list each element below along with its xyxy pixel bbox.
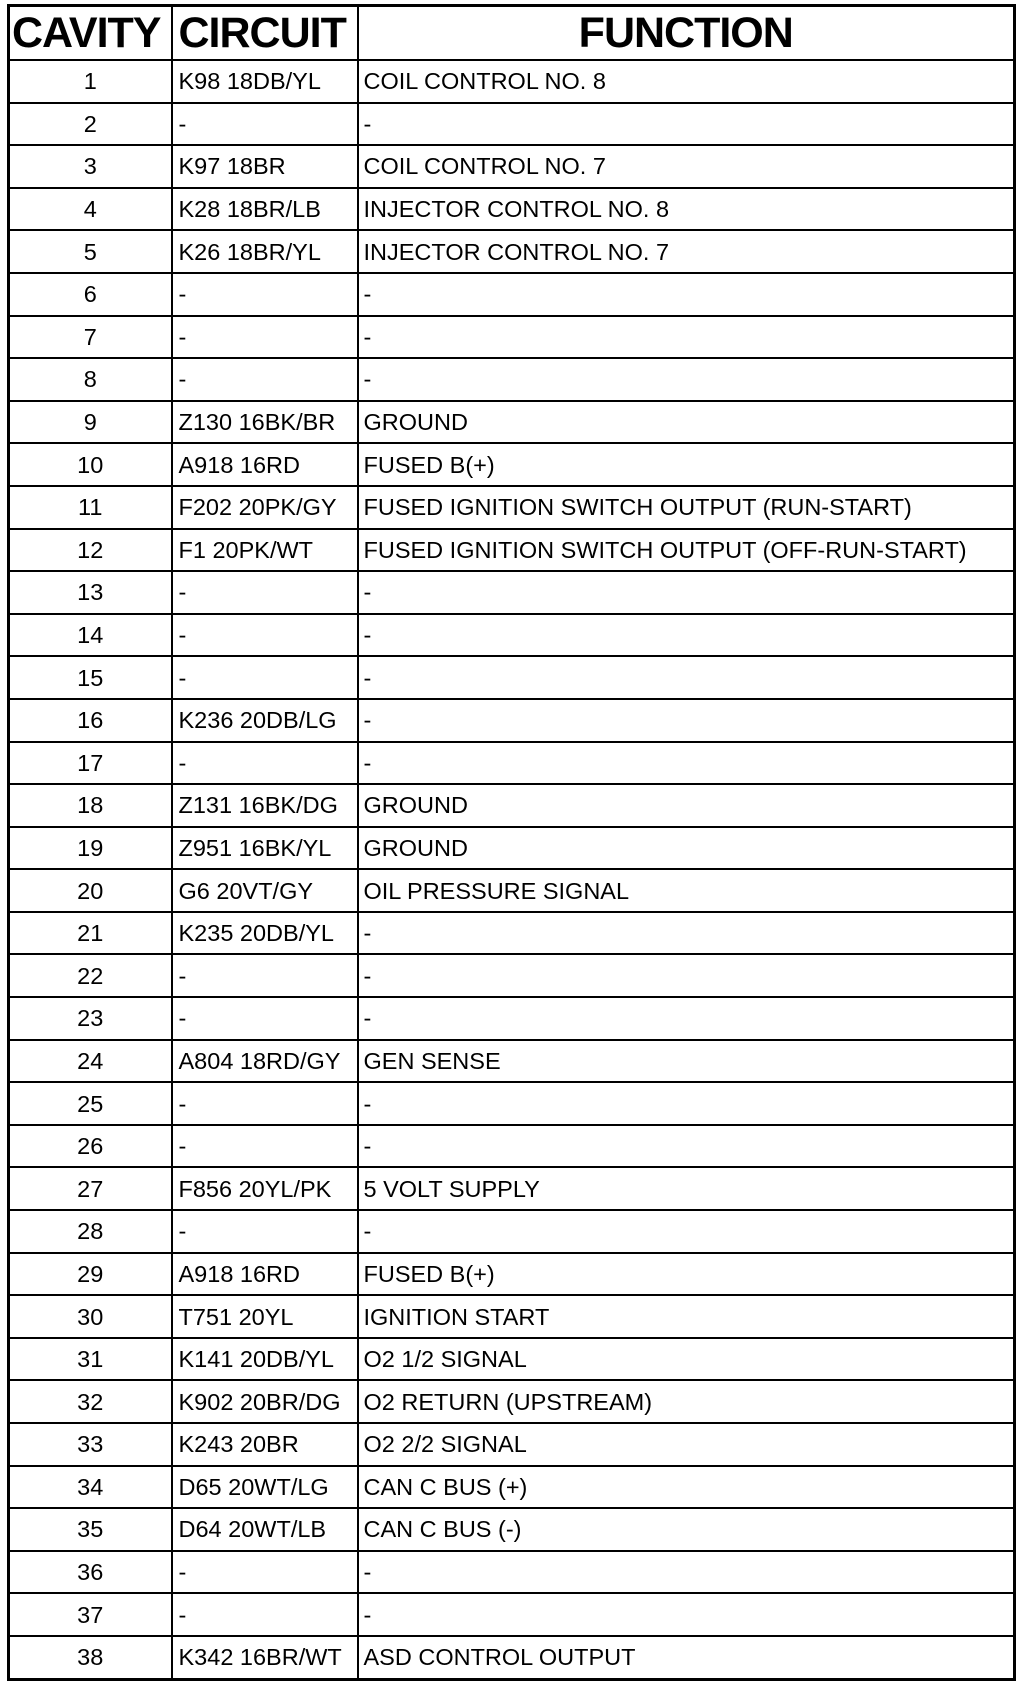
function-cell: O2 1/2 SIGNAL <box>358 1338 1015 1381</box>
function-cell: - <box>358 358 1015 401</box>
circuit-cell: A918 16RD <box>172 1253 358 1296</box>
circuit-cell: - <box>172 571 358 614</box>
cavity-cell: 7 <box>9 316 172 359</box>
table-row <box>9 401 1015 444</box>
table-row <box>9 1210 1015 1253</box>
table-row <box>9 912 1015 955</box>
cavity-cell: 14 <box>9 614 172 657</box>
circuit-cell: Z131 16BK/DG <box>172 784 358 827</box>
table-row <box>9 571 1015 614</box>
table-row <box>9 1380 1015 1423</box>
cavity-cell: 11 <box>9 486 172 529</box>
pin-rows <box>9 60 1015 1679</box>
cavity-cell: 17 <box>9 742 172 785</box>
cavity-cell: 30 <box>9 1295 172 1338</box>
cavity-cell: 2 <box>9 103 172 146</box>
circuit-cell: - <box>172 1593 358 1636</box>
function-cell: - <box>358 614 1015 657</box>
function-cell: O2 2/2 SIGNAL <box>358 1423 1015 1466</box>
table-row <box>9 1295 1015 1338</box>
circuit-cell: K26 18BR/YL <box>172 230 358 273</box>
function-cell: - <box>358 1210 1015 1253</box>
cavity-cell: 38 <box>9 1636 172 1679</box>
function-cell: CAN C BUS (-) <box>358 1508 1015 1551</box>
table-row <box>9 1551 1015 1594</box>
circuit-cell: F202 20PK/GY <box>172 486 358 529</box>
function-column-header: FUNCTION <box>358 6 1015 61</box>
circuit-cell: - <box>172 1082 358 1125</box>
table-row <box>9 145 1015 188</box>
function-cell: - <box>358 1082 1015 1125</box>
table-row <box>9 1125 1015 1168</box>
function-cell: - <box>358 571 1015 614</box>
cavity-cell: 36 <box>9 1551 172 1594</box>
circuit-cell: - <box>172 1210 358 1253</box>
cavity-cell: 20 <box>9 869 172 912</box>
table-row <box>9 443 1015 486</box>
table-row <box>9 699 1015 742</box>
cavity-cell: 4 <box>9 188 172 231</box>
table-row <box>9 486 1015 529</box>
function-cell: ASD CONTROL OUTPUT <box>358 1636 1015 1679</box>
function-cell: CAN C BUS (+) <box>358 1466 1015 1509</box>
function-cell: COIL CONTROL NO. 7 <box>358 145 1015 188</box>
function-cell: - <box>358 699 1015 742</box>
table-row <box>9 188 1015 231</box>
function-cell: - <box>358 912 1015 955</box>
circuit-cell: - <box>172 103 358 146</box>
table-row <box>9 60 1015 103</box>
function-cell: - <box>358 1551 1015 1594</box>
function-cell: COIL CONTROL NO. 8 <box>358 60 1015 103</box>
table-row <box>9 827 1015 870</box>
function-cell: - <box>358 742 1015 785</box>
function-cell: IGNITION START <box>358 1295 1015 1338</box>
function-cell: - <box>358 273 1015 316</box>
table-row <box>9 529 1015 572</box>
circuit-cell: - <box>172 614 358 657</box>
function-cell: O2 RETURN (UPSTREAM) <box>358 1380 1015 1423</box>
circuit-cell: - <box>172 742 358 785</box>
table-row <box>9 1593 1015 1636</box>
function-cell: - <box>358 997 1015 1040</box>
function-cell: - <box>358 1125 1015 1168</box>
circuit-cell: Z951 16BK/YL <box>172 827 358 870</box>
circuit-cell: K236 20DB/LG <box>172 699 358 742</box>
circuit-cell: K342 16BR/WT <box>172 1636 358 1679</box>
table-row <box>9 1253 1015 1296</box>
header-row <box>9 6 1015 61</box>
table-row <box>9 1466 1015 1509</box>
table-row <box>9 614 1015 657</box>
circuit-cell: Z130 16BK/BR <box>172 401 358 444</box>
cavity-cell: 16 <box>9 699 172 742</box>
circuit-cell: - <box>172 954 358 997</box>
circuit-cell: A918 16RD <box>172 443 358 486</box>
circuit-cell: K98 18DB/YL <box>172 60 358 103</box>
circuit-cell: K243 20BR <box>172 1423 358 1466</box>
cavity-cell: 25 <box>9 1082 172 1125</box>
circuit-cell: D65 20WT/LG <box>172 1466 358 1509</box>
circuit-cell: A804 18RD/GY <box>172 1040 358 1083</box>
table-row <box>9 1040 1015 1083</box>
function-cell: - <box>358 954 1015 997</box>
circuit-cell: - <box>172 1125 358 1168</box>
cavity-column-header: CAVITY <box>9 6 172 61</box>
table-row <box>9 954 1015 997</box>
table-row <box>9 1338 1015 1381</box>
cavity-cell: 24 <box>9 1040 172 1083</box>
circuit-column-header: CIRCUIT <box>172 6 358 61</box>
function-cell: INJECTOR CONTROL NO. 7 <box>358 230 1015 273</box>
table-row <box>9 1167 1015 1210</box>
circuit-cell: K28 18BR/LB <box>172 188 358 231</box>
table-row <box>9 316 1015 359</box>
circuit-cell: D64 20WT/LB <box>172 1508 358 1551</box>
circuit-cell: - <box>172 316 358 359</box>
circuit-cell: - <box>172 656 358 699</box>
cavity-cell: 12 <box>9 529 172 572</box>
table-row <box>9 656 1015 699</box>
table-row <box>9 1423 1015 1466</box>
cavity-cell: 32 <box>9 1380 172 1423</box>
function-cell: - <box>358 103 1015 146</box>
cavity-cell: 35 <box>9 1508 172 1551</box>
cavity-cell: 10 <box>9 443 172 486</box>
cavity-cell: 33 <box>9 1423 172 1466</box>
cavity-cell: 37 <box>9 1593 172 1636</box>
function-cell: GROUND <box>358 784 1015 827</box>
function-cell: FUSED B(+) <box>358 1253 1015 1296</box>
function-cell: GROUND <box>358 401 1015 444</box>
circuit-cell: - <box>172 1551 358 1594</box>
connector-pinout-table <box>7 4 1016 1681</box>
cavity-cell: 21 <box>9 912 172 955</box>
function-cell: GROUND <box>358 827 1015 870</box>
table-row <box>9 997 1015 1040</box>
circuit-cell: F856 20YL/PK <box>172 1167 358 1210</box>
cavity-cell: 5 <box>9 230 172 273</box>
function-cell: 5 VOLT SUPPLY <box>358 1167 1015 1210</box>
table-row <box>9 869 1015 912</box>
circuit-cell: F1 20PK/WT <box>172 529 358 572</box>
cavity-cell: 29 <box>9 1253 172 1296</box>
circuit-cell: K141 20DB/YL <box>172 1338 358 1381</box>
cavity-cell: 22 <box>9 954 172 997</box>
table-row <box>9 273 1015 316</box>
table-row <box>9 1636 1015 1679</box>
table-row <box>9 1082 1015 1125</box>
cavity-cell: 9 <box>9 401 172 444</box>
function-cell: OIL PRESSURE SIGNAL <box>358 869 1015 912</box>
cavity-cell: 31 <box>9 1338 172 1381</box>
circuit-cell: - <box>172 358 358 401</box>
cavity-cell: 6 <box>9 273 172 316</box>
cavity-cell: 8 <box>9 358 172 401</box>
table-row <box>9 103 1015 146</box>
cavity-cell: 34 <box>9 1466 172 1509</box>
cavity-cell: 3 <box>9 145 172 188</box>
table-row <box>9 742 1015 785</box>
cavity-cell: 27 <box>9 1167 172 1210</box>
function-cell: FUSED IGNITION SWITCH OUTPUT (RUN-START) <box>358 486 1015 529</box>
table-row <box>9 230 1015 273</box>
cavity-cell: 19 <box>9 827 172 870</box>
function-cell: - <box>358 316 1015 359</box>
cavity-cell: 23 <box>9 997 172 1040</box>
function-cell: FUSED B(+) <box>358 443 1015 486</box>
cavity-cell: 18 <box>9 784 172 827</box>
function-cell: - <box>358 656 1015 699</box>
circuit-cell: K902 20BR/DG <box>172 1380 358 1423</box>
function-cell: - <box>358 1593 1015 1636</box>
table-row <box>9 1508 1015 1551</box>
table-row <box>9 358 1015 401</box>
table-row <box>9 784 1015 827</box>
cavity-cell: 15 <box>9 656 172 699</box>
circuit-cell: - <box>172 273 358 316</box>
function-cell: INJECTOR CONTROL NO. 8 <box>358 188 1015 231</box>
cavity-cell: 13 <box>9 571 172 614</box>
cavity-cell: 28 <box>9 1210 172 1253</box>
circuit-cell: K97 18BR <box>172 145 358 188</box>
function-cell: FUSED IGNITION SWITCH OUTPUT (OFF-RUN-START) <box>358 529 1015 572</box>
circuit-cell: G6 20VT/GY <box>172 869 358 912</box>
circuit-cell: T751 20YL <box>172 1295 358 1338</box>
circuit-cell: K235 20DB/YL <box>172 912 358 955</box>
circuit-cell: - <box>172 997 358 1040</box>
cavity-cell: 1 <box>9 60 172 103</box>
cavity-cell: 26 <box>9 1125 172 1168</box>
function-cell: GEN SENSE <box>358 1040 1015 1083</box>
